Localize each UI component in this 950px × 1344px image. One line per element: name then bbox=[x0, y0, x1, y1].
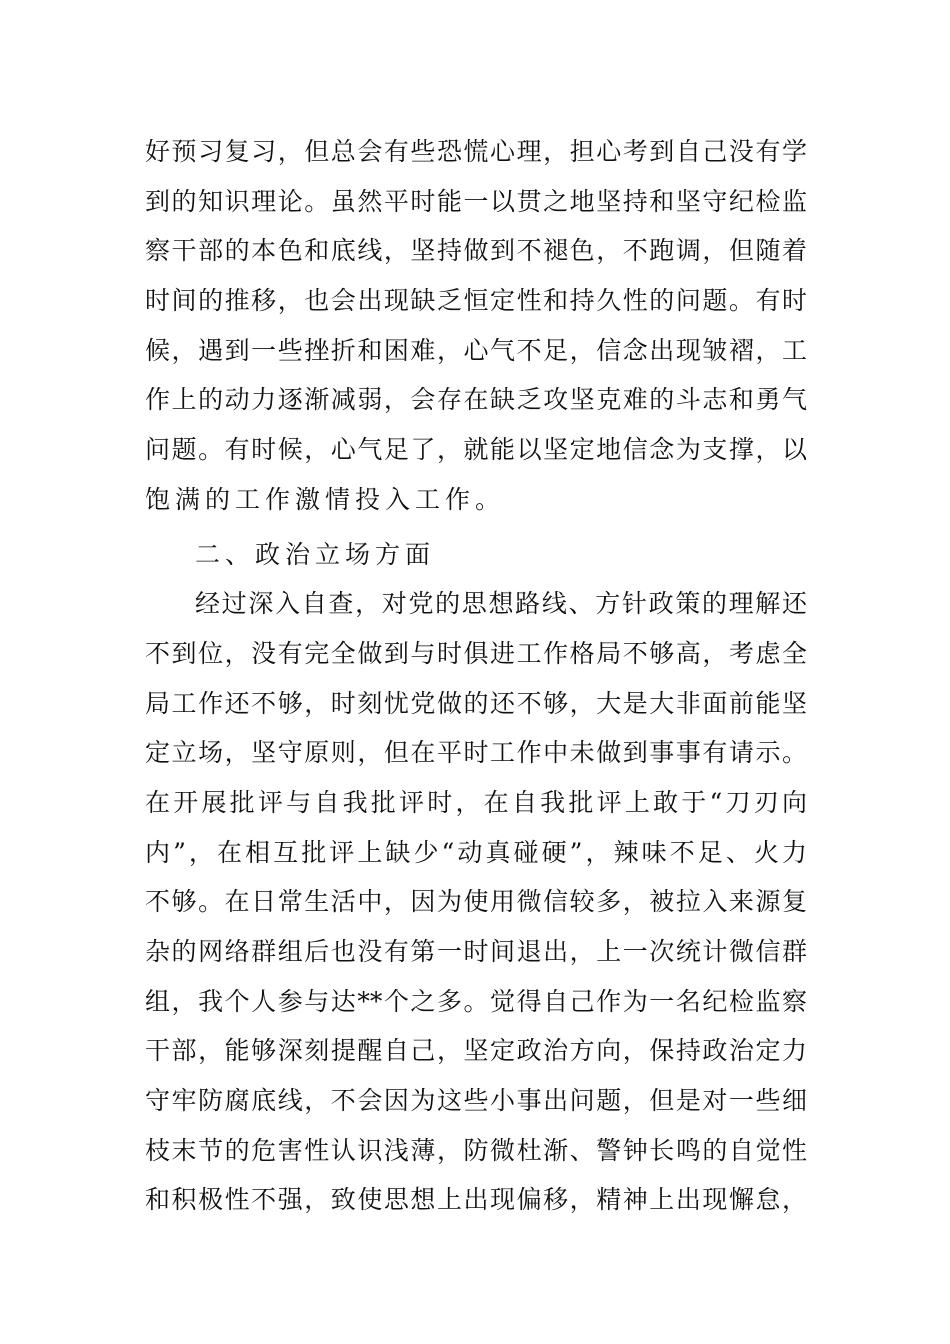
text-line: 到的知识理论。虽然平时能一以贯之地坚持和坚守纪检监 bbox=[145, 186, 807, 216]
text-line: 局工作还不够，时刻忧党做的还不够，大是大非面前能坚 bbox=[145, 688, 807, 718]
text-line: 内”，在相互批评上缺少“动真碰硬”，辣味不足、火力 bbox=[145, 837, 807, 867]
text-line: 不到位，没有完全做到与时俱进工作格局不够高，考虑全 bbox=[145, 638, 807, 668]
text-line: 时间的推移，也会出现缺乏恒定性和持久性的问题。有时 bbox=[145, 286, 807, 316]
text-line: 问题。有时候，心气足了，就能以坚定地信念为支撑，以 bbox=[145, 435, 807, 465]
text-line: 守牢防腐底线，不会因为这些小事出问题，但是对一些细 bbox=[145, 1086, 807, 1116]
text-line: 好预习复习，但总会有些恐慌心理，担心考到自己没有学 bbox=[145, 137, 807, 166]
text-line: 干部，能够深刻提醒自己，坚定政治方向，保持政治定力 bbox=[145, 1036, 807, 1066]
text-line: 经过深入自查，对党的思想路线、方针政策的理解还 bbox=[195, 589, 807, 619]
section-heading: 二、政治立场方面 bbox=[195, 539, 436, 569]
paragraph-2 bbox=[145, 579, 807, 1225]
text-line: 和积极性不强，致使思想上出现偏移，精神上出现懈怠， bbox=[145, 1185, 807, 1215]
text-line: 察干部的本色和底线，坚持做到不褪色，不跑调，但随着 bbox=[145, 236, 807, 266]
text-line: 饱满的工作激情投入工作。 bbox=[145, 484, 506, 514]
paragraph-1 bbox=[145, 127, 807, 525]
text-line: 在开展批评与自我批评时，在自我批评上敢于“刀刃向 bbox=[145, 787, 807, 817]
text-line: 作上的动力逐渐减弱，会存在缺乏攻坚克难的斗志和勇气 bbox=[145, 385, 807, 415]
text-line: 杂的网络群组后也没有第一时间退出，上一次统计微信群 bbox=[145, 937, 807, 966]
text-line: 不够。在日常生活中，因为使用微信较多，被拉入来源复 bbox=[145, 887, 807, 917]
document-page bbox=[145, 127, 807, 1225]
text-line: 组，我个人参与达**个之多。觉得自己作为一名纪检监察 bbox=[145, 986, 807, 1016]
text-line: 候，遇到一些挫折和困难，心气不足，信念出现皱褶，工 bbox=[145, 335, 807, 365]
text-line: 枝末节的危害性认识浅薄，防微杜渐、警钟长鸣的自觉性 bbox=[145, 1135, 807, 1165]
text-line: 定立场，坚守原则，但在平时工作中未做到事事有请示。 bbox=[145, 738, 807, 768]
